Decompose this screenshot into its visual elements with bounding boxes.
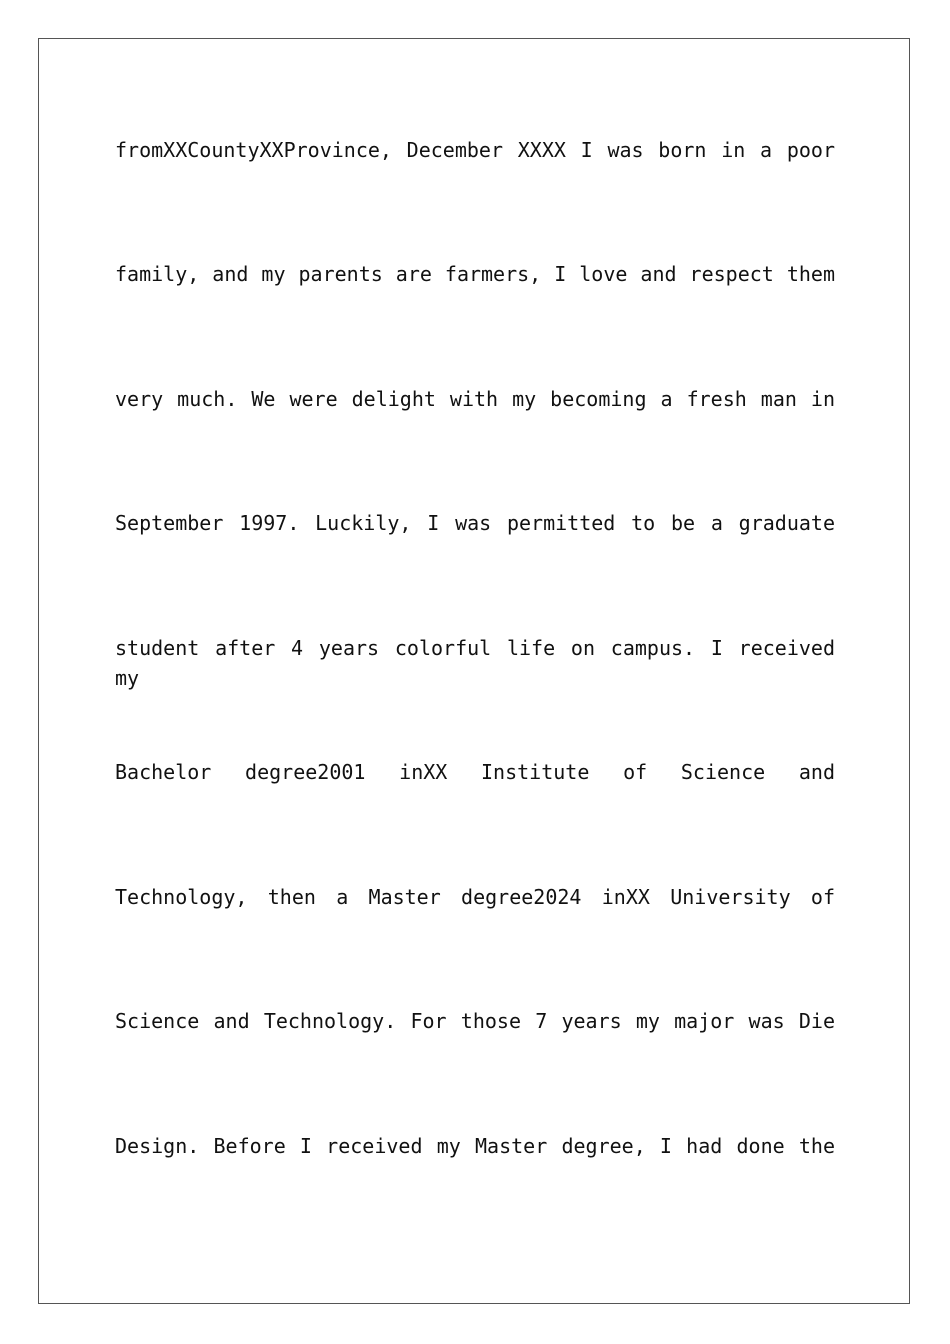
body-text-line-3: very much. We were delight with my becoming a fresh man in (115, 387, 835, 411)
body-text-line-5: student after 4 years colorful life on campus. I received my (115, 636, 835, 690)
body-text-line-4: September 1997. Luckily, I was permitted to be a graduate (115, 511, 835, 535)
body-text-line-1: fromXXCountyXXProvince, December XXXX I was born in a poor (115, 138, 835, 162)
body-text-line-9: Design. Before I received my Master degree, I had done the (115, 1134, 835, 1158)
body-text-line-2: family, and my parents are farmers, I love and respect them (115, 262, 835, 286)
body-text-line-8: Science and Technology. For those 7 years my major was Die (115, 1009, 835, 1033)
body-text-line-6: Bachelor degree2001 inXX Institute of Science and (115, 760, 835, 784)
body-text-line-7: Technology, then a Master degree2024 inXX University of (115, 885, 835, 909)
page-frame (38, 38, 910, 1304)
